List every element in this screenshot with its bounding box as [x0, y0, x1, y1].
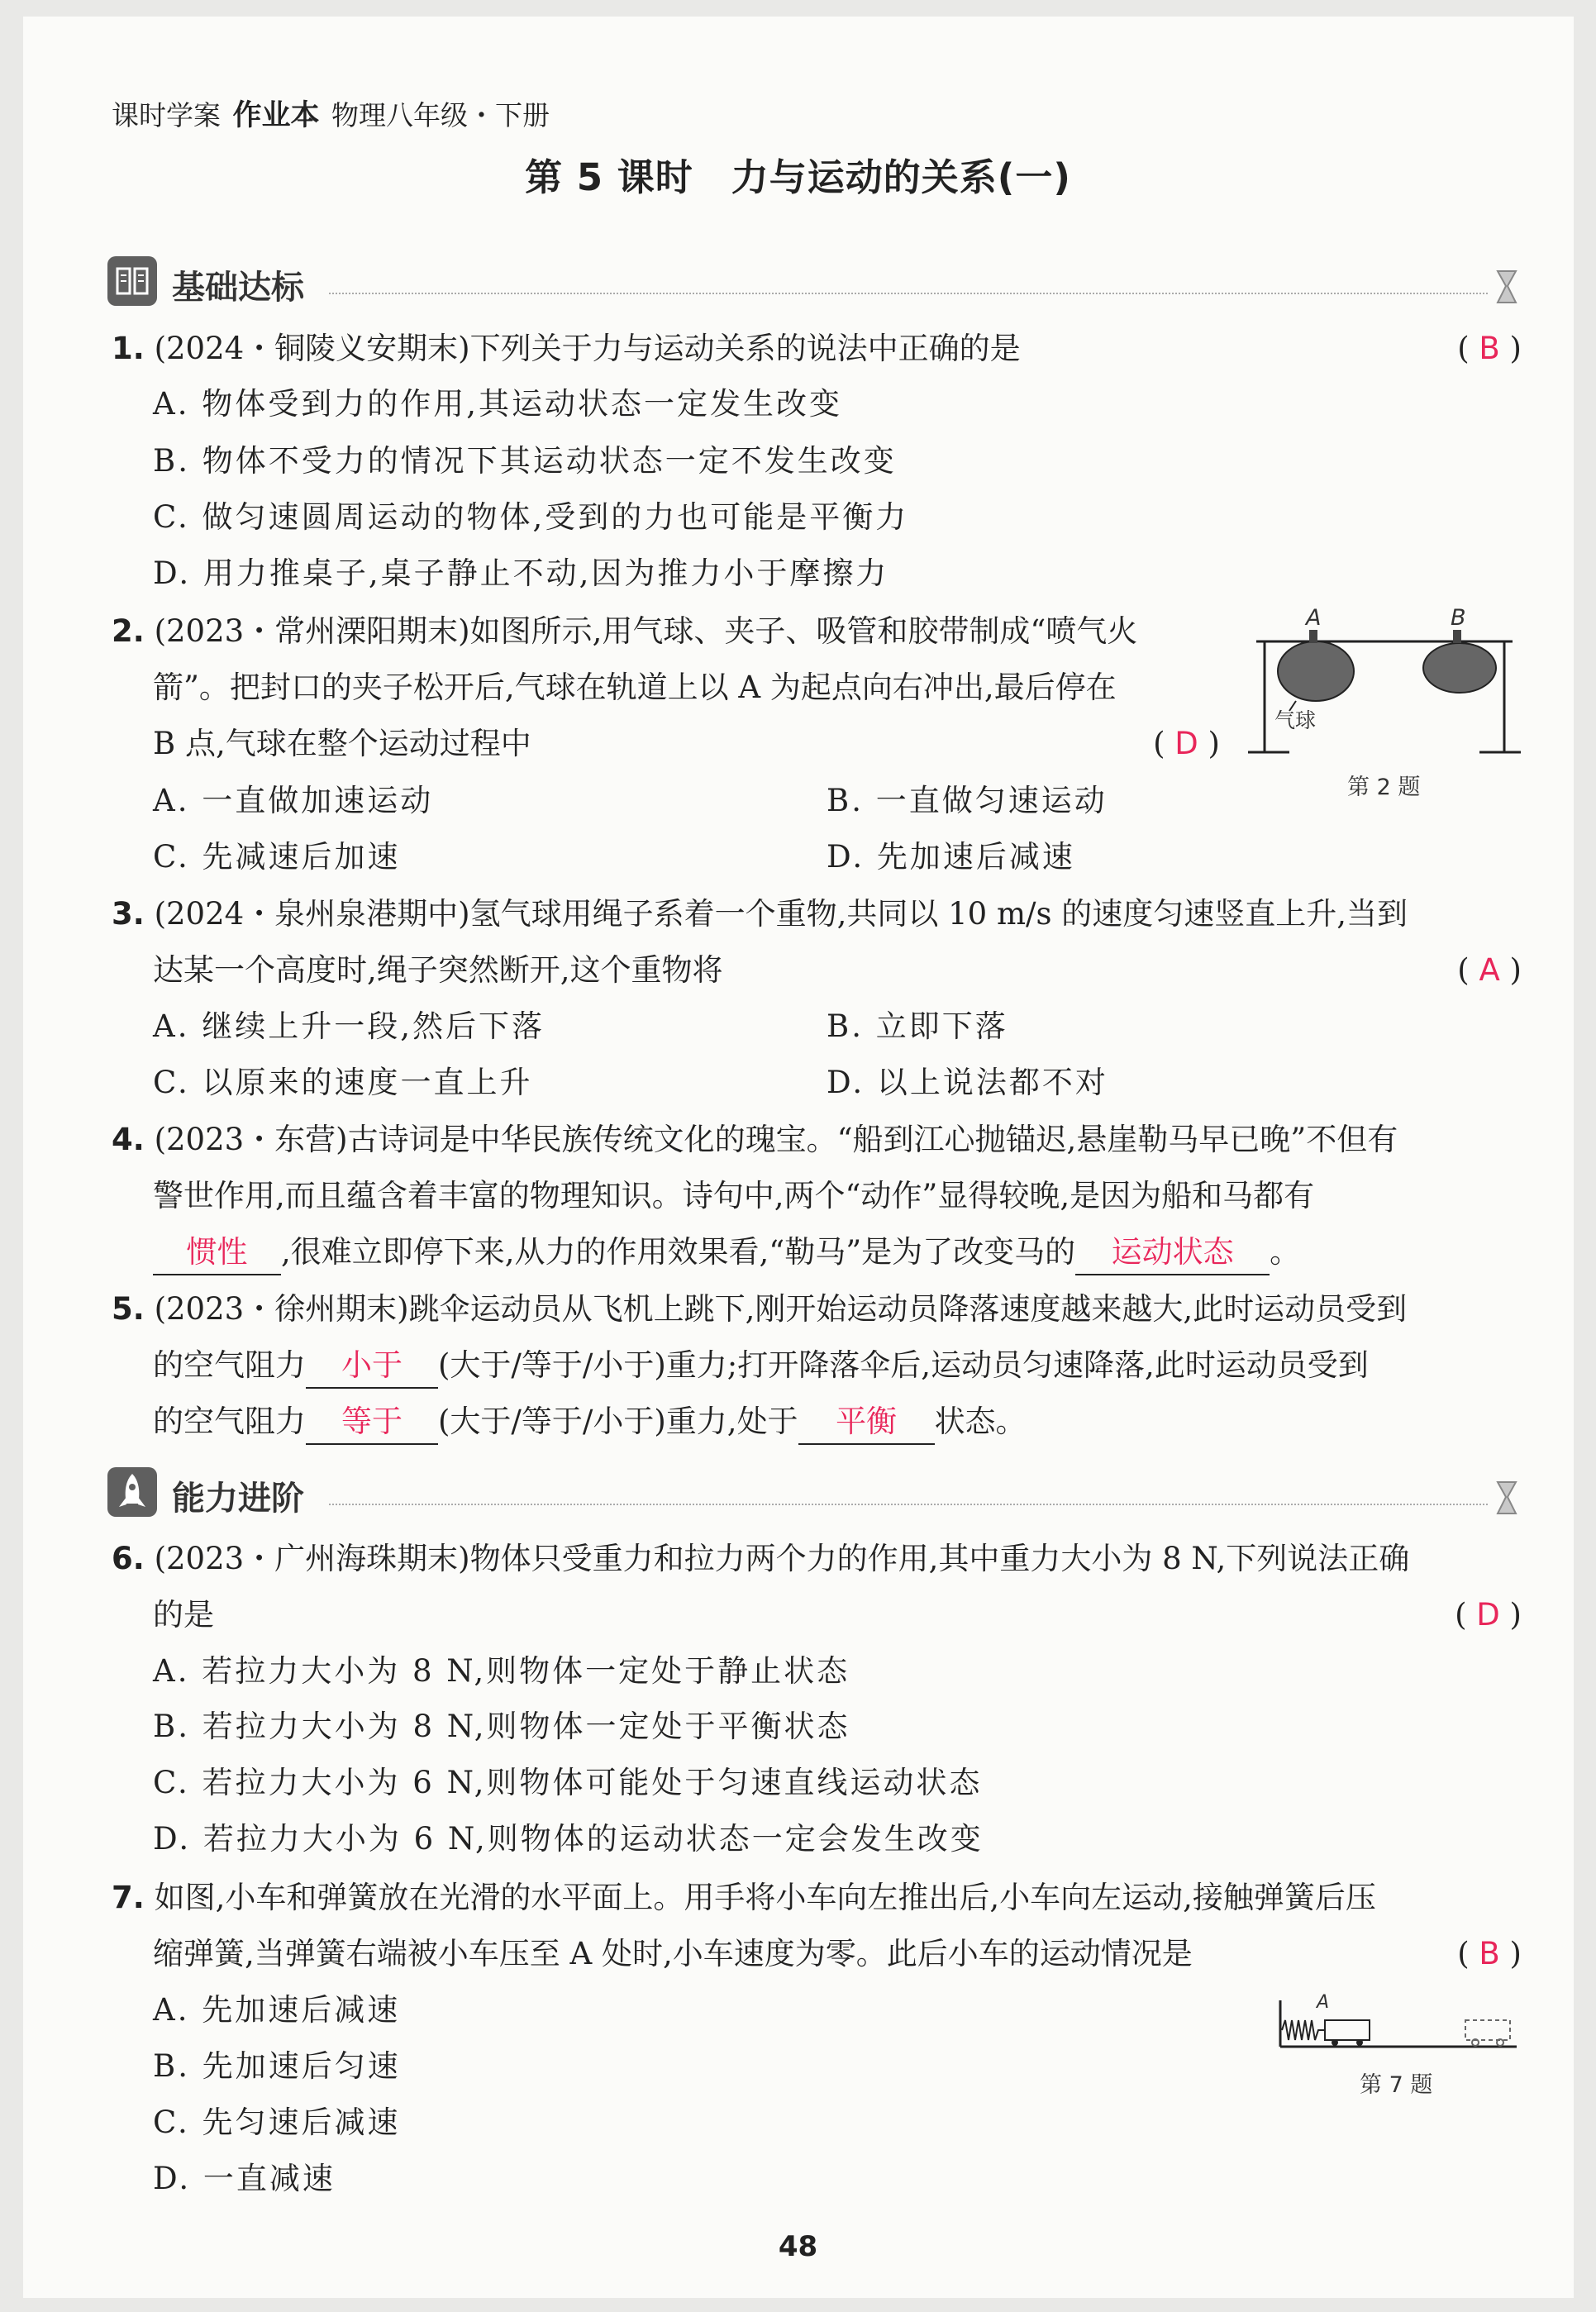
- rocket-icon: [107, 1467, 157, 1517]
- question-3-stem-line2: 达某一个高度时,绳子突然断开,这个重物将: [153, 952, 723, 988]
- question-2-option-a: A. 一直做加速运动: [153, 783, 434, 818]
- section-divider: [329, 1504, 1488, 1505]
- question-5-blank-1: 小于: [306, 1344, 438, 1389]
- question-7-option-b: B. 先加速后匀速: [153, 2048, 401, 2084]
- figure-2-caption: 第 2 题: [1347, 775, 1421, 800]
- question-5-blank-2: 等于: [306, 1400, 438, 1445]
- question-7-option-d: D. 一直减速: [153, 2161, 336, 2196]
- question-6-stem-line1: 6. (2023・广州海珠期末)物体只受重力和拉力两个力的作用,其中重力大小为 8 N,下列说法正确: [112, 1541, 1410, 1576]
- section-divider: [329, 293, 1488, 294]
- question-6-option-d: D. 若拉力大小为 6 N,则物体的运动状态一定会发生改变: [153, 1821, 984, 1857]
- question-6-stem-line2: 的是: [153, 1597, 214, 1633]
- question-2-option-d: D. 先加速后减速: [827, 839, 1075, 875]
- question-6-option-a: A. 若拉力大小为 8 N,则物体一定处于静止状态: [153, 1653, 850, 1689]
- section-header-basic: [107, 256, 1521, 309]
- question-2-answer: ( D ): [1153, 726, 1220, 761]
- question-7-stem-line1: 7. 如图,小车和弹簧放在光滑的水平面上。用手将小车向左推出后,小车向左运动,接触弹簧后压: [112, 1880, 1376, 1915]
- figure-label-b: B: [1451, 605, 1466, 631]
- lesson-title: 第 5 课时 力与运动的关系(一): [525, 155, 1071, 199]
- page-number: 48: [778, 2230, 818, 2263]
- question-3-option-a: A. 继续上升一段,然后下落: [153, 1008, 545, 1044]
- question-2-option-b: B. 一直做匀速运动: [827, 783, 1108, 818]
- question-3-option-b: B. 立即下落: [827, 1008, 1008, 1044]
- question-7-option-a: A. 先加速后减速: [153, 1992, 401, 2028]
- spring-cart-figure: [1277, 1992, 1525, 2058]
- hourglass-icon: [1493, 268, 1521, 306]
- book-header: [112, 93, 550, 134]
- figure-label-a: A: [1306, 605, 1322, 631]
- question-1-answer: ( B ): [1457, 331, 1522, 366]
- question-4-stem-line2: 警世作用,而且蕴含着丰富的物理知识。诗句中,两个“动作”显得较晚,是因为船和马都有: [153, 1178, 1315, 1213]
- series-name: 课时学案: [112, 99, 221, 131]
- question-4-stem-line3: 惯性 ,很难立即停下来,从力的作用效果看,“勒马”是为了改变马的 运动状态 。: [153, 1224, 1300, 1280]
- question-1-option-a: A. 物体受到力的作用,其运动状态一定发生改变: [153, 386, 843, 422]
- figure-label-balloon: 气球: [1274, 708, 1317, 732]
- question-5-stem-line1: 5. (2023・徐州期末)跳伞运动员从飞机上跳下,刚开始运动员降落速度越来越大,此时运动员受到: [112, 1291, 1408, 1327]
- question-1-option-d: D. 用力推桌子,桌子静止不动,因为推力小于摩擦力: [153, 555, 889, 591]
- question-2-stem-line1: 2. (2023・常州溧阳期末)如图所示,用气球、夹子、吸管和胶带制成“喷气火: [112, 613, 1138, 649]
- question-2-stem-line2: 箭”。把封口的夹子松开后,气球在轨道上以 A 为起点向右冲出,最后停在: [153, 670, 1117, 705]
- balloon-rocket-figure: [1248, 605, 1521, 760]
- subject-name: 物理八年级・下册: [331, 99, 550, 131]
- question-2-option-c: C. 先减速后加速: [153, 839, 401, 875]
- section-title: 基础达标: [172, 269, 304, 307]
- figure-7-caption: 第 7 题: [1360, 2072, 1433, 2098]
- question-4-blank-1: 惯性: [153, 1231, 281, 1275]
- question-1-stem: 1. (2024・铜陵义安期末)下列关于力与运动关系的说法中正确的是: [112, 331, 1021, 366]
- question-3-stem-line1: 3. (2024・泉州泉港期中)氢气球用绳子系着一个重物,共同以 10 m/s 的速度匀速竖直上升,当到: [112, 896, 1408, 932]
- hourglass-icon: [1493, 1479, 1521, 1517]
- question-4-stem-line1: 4. (2023・东营)古诗词是中华民族传统文化的瑰宝。“船到江心抛锚迟,悬崖勒马早已晚”不但有: [112, 1122, 1398, 1157]
- question-6-option-c: C. 若拉力大小为 6 N,则物体可能处于匀速直线运动状态: [153, 1765, 983, 1800]
- book-name: 作业本: [232, 99, 320, 132]
- question-4-blank-2: 运动状态: [1075, 1231, 1270, 1275]
- question-6-answer: ( D ): [1455, 1597, 1522, 1633]
- question-2-stem-line3: B 点,气球在整个运动过程中: [153, 726, 531, 761]
- question-6-option-b: B. 若拉力大小为 8 N,则物体一定处于平衡状态: [153, 1709, 850, 1744]
- question-5-stem-line2: 的空气阻力 小于 (大于/等于/小于)重力;打开降落伞后,运动员匀速降落,此时运动员受到: [153, 1337, 1369, 1394]
- question-3-option-d: D. 以上说法都不对: [827, 1065, 1108, 1100]
- figure-label-a: A: [1317, 1992, 1330, 2013]
- question-7-option-c: C. 先匀速后减速: [153, 2105, 401, 2140]
- question-1-option-b: B. 物体不受力的情况下其运动状态一定不发生改变: [153, 443, 897, 479]
- question-7-answer: ( B ): [1457, 1936, 1522, 1971]
- section-header-advanced: [107, 1467, 1521, 1520]
- section-title: 能力进阶: [172, 1480, 304, 1518]
- question-5-stem-line3: 的空气阻力 等于 (大于/等于/小于)重力,处于 平衡 状态。: [153, 1394, 1027, 1450]
- question-7-stem-line2: 缩弹簧,当弹簧右端被小车压至 A 处时,小车速度为零。此后小车的运动情况是: [153, 1936, 1193, 1971]
- question-1-option-c: C. 做匀速圆周运动的物体,受到的力也可能是平衡力: [153, 499, 909, 535]
- question-5-blank-3: 平衡: [798, 1400, 935, 1445]
- question-3-answer: ( A ): [1457, 952, 1522, 988]
- book-icon: [107, 256, 157, 306]
- question-3-option-c: C. 以原来的速度一直上升: [153, 1065, 533, 1100]
